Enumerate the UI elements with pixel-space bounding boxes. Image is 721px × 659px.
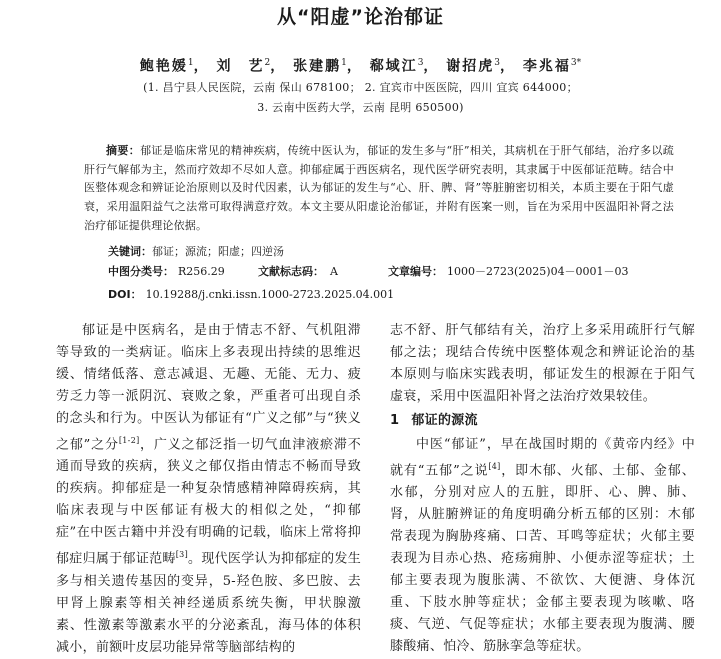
doccode-label: 文献标志码： — [258, 265, 324, 278]
author-affil-mark: 1 — [341, 58, 347, 68]
citation[interactable]: [4] — [488, 462, 501, 471]
author-affil-mark: 1 — [187, 58, 194, 68]
author-affil-mark: 3* — [570, 58, 582, 68]
keywords — [108, 244, 284, 260]
section-title: 郁证的源流 — [411, 413, 478, 428]
author-affil-mark: 2 — [264, 58, 271, 68]
citation[interactable]: [3] — [175, 550, 188, 560]
doi — [108, 287, 394, 303]
right-column — [390, 320, 695, 658]
author-list: 鲍艳媛$^1$， 刘 艺$^2$， 张建鹏$^1$， 郗域江$^3$， 谢招虎$^3$， 李兆福$^{3*}$ — [139, 58, 582, 75]
abstract-label: 摘要： — [106, 144, 141, 157]
body-text: 。现代医学认为抑郁症的发生多与相关遗传基因的变异，5-羟色胺、多巴胺、去甲肾上腺素等相关神经递质系统失衡，甲状腺激素、性激素等激素水平的分泌紊乱，海马体的体积减小，前额叶皮层功能异常等脑部结构的 — [56, 551, 361, 655]
body-text: ，广义之郁泛指一切气血津液瘀滞不通而导致的疾病，狭义之郁仅指由情志不畅而导致的疾病。抑郁症是一种复杂情感精神障碍疾病，其临床表现与中医郁证有极大的相似之处，“抑郁症”在中医古籍中并没有明确的记载，临床上常将抑郁症归属于郁证范畴 — [56, 437, 361, 567]
keywords-label: 关键词： — [108, 245, 152, 258]
paper-title: 从“阳虚”论治郁证 — [277, 6, 444, 28]
body-paragraph: 志不舒、肝气郁结有关，治疗上多采用疏肝行气解郁之法；现结合传统中医整体观念和辨证论治的基本原则与临床实践表明，郁证发生的根源在于阳气虚衰，采用中医温阳补肾之法治疗效果较佳。 — [390, 323, 695, 404]
author-name: 鲍艳媛 — [139, 58, 188, 75]
doi-label: DOI： — [108, 288, 142, 301]
left-column — [56, 320, 361, 659]
author-name: 谢招虎 — [446, 58, 495, 75]
document-code — [258, 264, 338, 280]
clc-label: 中图分类号： — [108, 265, 174, 278]
body-paragraph — [390, 434, 695, 658]
doccode-value: A — [330, 265, 338, 278]
abstract — [84, 142, 674, 236]
author-affil-mark: 3 — [494, 58, 501, 68]
author-name: 李兆福 — [522, 58, 571, 75]
body-text: 郁证是中医病名，是由于情志不舒、气机阻滞等导致的一类病证。临床上多表现出持续的思维迟缓、情绪低落、意志减退、无趣、无能、无力、疲劳乏力等一派阴沉、衰败之象，严重者可出现自杀的念头和行为。中医认为郁证有“广义之郁”与“狭义之郁”之分 — [56, 323, 361, 453]
author-affil-mark: 3 — [417, 58, 424, 68]
abstract-text: 郁证是临床常见的精神疾病，传统中医认为，郁证的发生多与“肝”相关，其病机在于肝气郁结，治疗多以疏肝行气解郁为主，然而疗效却不尽如人意。抑郁症属于西医病名，现代医学研究表明，其隶属于中医郁证范畴。结合中医整体观念和辨证论治原则以及时代因素，认为郁证的发生与“心、肝、脾、肾”等脏腑密切相关，本质主要在于阳气虚衰，采用温阳益气之法常可取得满意疗效。本文主要从阳虚论治郁证，并附有医案一则，旨在为采用中医温阳补肾之法治疗郁证提供理论依据。 — [84, 144, 675, 232]
body-text: 中医“郁证”，早在战国时期的《黄帝内经》中就有“五郁”之说 — [390, 437, 695, 479]
clc-number — [108, 264, 225, 280]
author-name: 张建鹏 — [293, 58, 342, 75]
article-number — [388, 264, 629, 280]
doi-value: 10.19288/j.cnki.issn.1000-2723.2025.04.001 — [145, 288, 395, 301]
body-paragraph — [56, 320, 361, 659]
keywords-text: 郁证；源流；阳虚；四逆汤 — [152, 245, 284, 258]
body-text: ，即木郁、火郁、土郁、金郁、水郁，分别对应人的五脏，即肝、心、脾、肺、肾，从脏腑辨证的角度明确分析五郁的区别：木郁常表现为胸胁疼痛、口苦、耳鸣等症状；火郁主要表现为目赤心热、疮疡痈肿、小便赤涩等症状；土郁主要表现为腹胀满、不欲饮、大便溏、身体沉重、下肢水肿等症状；金郁主要表现为咳嗽、咯痰、气逆、气促等症状；水郁主要表现为腹满、腰膝酸痛、怕冷、筋脉挛急等症状。 — [390, 463, 695, 655]
article-no-label: 文章编号： — [388, 265, 443, 278]
clc-value: R256.29 — [178, 265, 225, 278]
citation[interactable]: [1-2] — [118, 436, 140, 445]
affiliation-line: (1. 昌宁县人民医院，云南 保山 678100； 2. 宜宾市中医医院，四川 宜宾 644000； — [143, 81, 578, 94]
section-number: 1 — [390, 413, 400, 428]
article-no-value: 1000－2723(2025)04－0001－03 — [447, 265, 629, 278]
affiliation-line: 3. 云南中医药大学，云南 昆明 650500) — [257, 101, 464, 114]
author-name: 刘 艺 — [216, 58, 265, 75]
author-name: 郗域江 — [369, 58, 418, 75]
section-heading — [390, 410, 695, 432]
